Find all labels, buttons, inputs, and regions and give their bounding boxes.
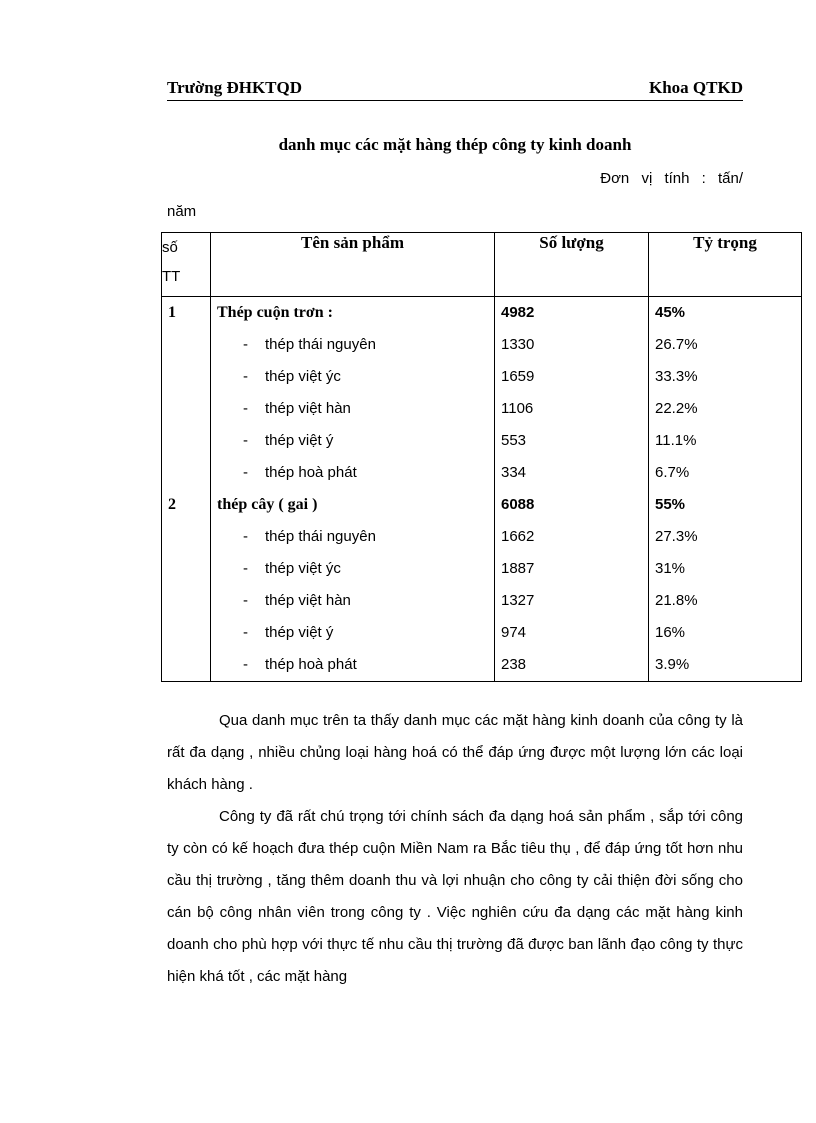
paragraph-2: [167, 801, 743, 993]
item-qty: 1106: [495, 393, 649, 425]
item-name: thép hoà phát: [265, 656, 357, 673]
page-title: danh mục các mặt hàng thép công ty kinh doanh: [278, 135, 632, 154]
item-share: 22.2%: [649, 393, 802, 425]
table-row: [162, 393, 802, 425]
item-name-cell: [211, 361, 495, 393]
table-row: [162, 425, 802, 457]
header-qty: Số lượng: [495, 233, 649, 297]
item-name: thép thái nguyên: [265, 336, 376, 353]
table-row: [162, 553, 802, 585]
item-name-cell: [211, 585, 495, 617]
group-row: [162, 489, 802, 521]
table-row: [162, 329, 802, 361]
row-number-empty: [162, 393, 211, 425]
row-number-empty: [162, 329, 211, 361]
paragraph-1: [167, 705, 743, 801]
item-name: thép thái nguyên: [265, 528, 376, 545]
bullet-dash: -: [243, 400, 248, 417]
row-number-empty: [162, 521, 211, 553]
header-share: Tỷ trọng: [649, 233, 802, 297]
group-qty: 4982: [495, 297, 649, 330]
row-number-empty: [162, 553, 211, 585]
page-header: [167, 78, 743, 101]
row-number-empty: [162, 361, 211, 393]
item-share: 21.8%: [649, 585, 802, 617]
bullet-dash: -: [243, 592, 248, 609]
item-name: thép hoà phát: [265, 464, 357, 481]
row-number-empty: [162, 649, 211, 682]
group-name: thép cây ( gai ): [211, 489, 495, 521]
item-name: thép việt hàn: [265, 592, 351, 609]
unit-label: Đơn vị tính : tấn/: [600, 170, 743, 187]
table-row: [162, 617, 802, 649]
bullet-dash: -: [243, 560, 248, 577]
item-name-cell: [211, 457, 495, 489]
item-name-cell: [211, 553, 495, 585]
bullet-dash: -: [243, 432, 248, 449]
group-name: Thép cuộn trơn :: [211, 297, 495, 330]
item-qty: 1330: [495, 329, 649, 361]
item-name-cell: [211, 617, 495, 649]
row-number-empty: [162, 617, 211, 649]
paragraph-1-text: Qua danh mục trên ta thấy danh mục các mặt hàng kinh doanh của công ty là rất đa dạng , nhiều chủng loại hàng hoá có thể đáp ứng được một lượng lớn các loại khách hàng .: [167, 712, 743, 793]
item-qty: 553: [495, 425, 649, 457]
group-qty: 6088: [495, 489, 649, 521]
item-qty: 1659: [495, 361, 649, 393]
item-share: 27.3%: [649, 521, 802, 553]
table-row: [162, 361, 802, 393]
row-number: 2: [162, 489, 211, 521]
table-row: [162, 585, 802, 617]
bullet-dash: -: [243, 464, 248, 481]
bullet-dash: -: [243, 624, 248, 641]
bullet-dash: -: [243, 368, 248, 385]
item-name: thép việt ýc: [265, 368, 341, 385]
row-number: 1: [162, 297, 211, 330]
item-name: thép việt ý: [265, 432, 334, 449]
group-share: 45%: [649, 297, 802, 330]
item-qty: 1662: [495, 521, 649, 553]
item-name: thép việt hàn: [265, 400, 351, 417]
table-row: [162, 649, 802, 682]
bullet-dash: -: [243, 656, 248, 673]
unit-label-continued: năm: [167, 203, 197, 220]
bullet-dash: -: [243, 528, 248, 545]
item-name: thép việt ý: [265, 624, 334, 641]
header-no: [162, 233, 211, 297]
item-share: 11.1%: [649, 425, 802, 457]
paragraph-2-text: Công ty đã rất chú trọng tới chính sách đa dạng hoá sản phẩm , sắp tới công ty còn có kế hoạch đưa thép cuộn Miền Nam ra Bắc tiêu thụ , để đáp ứng tốt hơn nhu cầu thị trường , tăng thêm doanh thu và lợi nhuận cho công ty cải thiện đời sống cho cán bộ công nhân viên trong công ty . Việc nghiên cứu đa dạng các mặt hàng kinh doanh cho phù hợp với thực tế nhu cầu thị trường đã được ban lãnh đạo công ty thực hiện khá tốt , các mặt hàng: [167, 808, 743, 985]
row-number-empty: [162, 585, 211, 617]
header-school: Trường ĐHKTQD: [167, 78, 303, 97]
item-share: 33.3%: [649, 361, 802, 393]
product-table: [161, 232, 802, 682]
table-header-row: [162, 233, 802, 297]
row-number-empty: [162, 425, 211, 457]
header-faculty: Khoa QTKD: [649, 78, 743, 97]
table-row: [162, 521, 802, 553]
item-qty: 1327: [495, 585, 649, 617]
item-name-cell: [211, 425, 495, 457]
item-name-cell: [211, 329, 495, 361]
header-no-line2: TT: [162, 268, 181, 285]
item-share: 31%: [649, 553, 802, 585]
item-qty: 1887: [495, 553, 649, 585]
group-row: [162, 297, 802, 330]
group-share: 55%: [649, 489, 802, 521]
header-name: Tên sản phẩm: [211, 233, 495, 297]
bullet-dash: -: [243, 336, 248, 353]
item-name-cell: [211, 393, 495, 425]
item-share: 6.7%: [649, 457, 802, 489]
item-share: 3.9%: [649, 649, 802, 682]
item-qty: 238: [495, 649, 649, 682]
item-name: thép việt ýc: [265, 560, 341, 577]
item-name-cell: [211, 521, 495, 553]
item-qty: 334: [495, 457, 649, 489]
header-no-line1: số: [162, 239, 178, 256]
item-name-cell: [211, 649, 495, 682]
row-number-empty: [162, 457, 211, 489]
table-row: [162, 457, 802, 489]
item-share: 26.7%: [649, 329, 802, 361]
item-qty: 974: [495, 617, 649, 649]
item-share: 16%: [649, 617, 802, 649]
